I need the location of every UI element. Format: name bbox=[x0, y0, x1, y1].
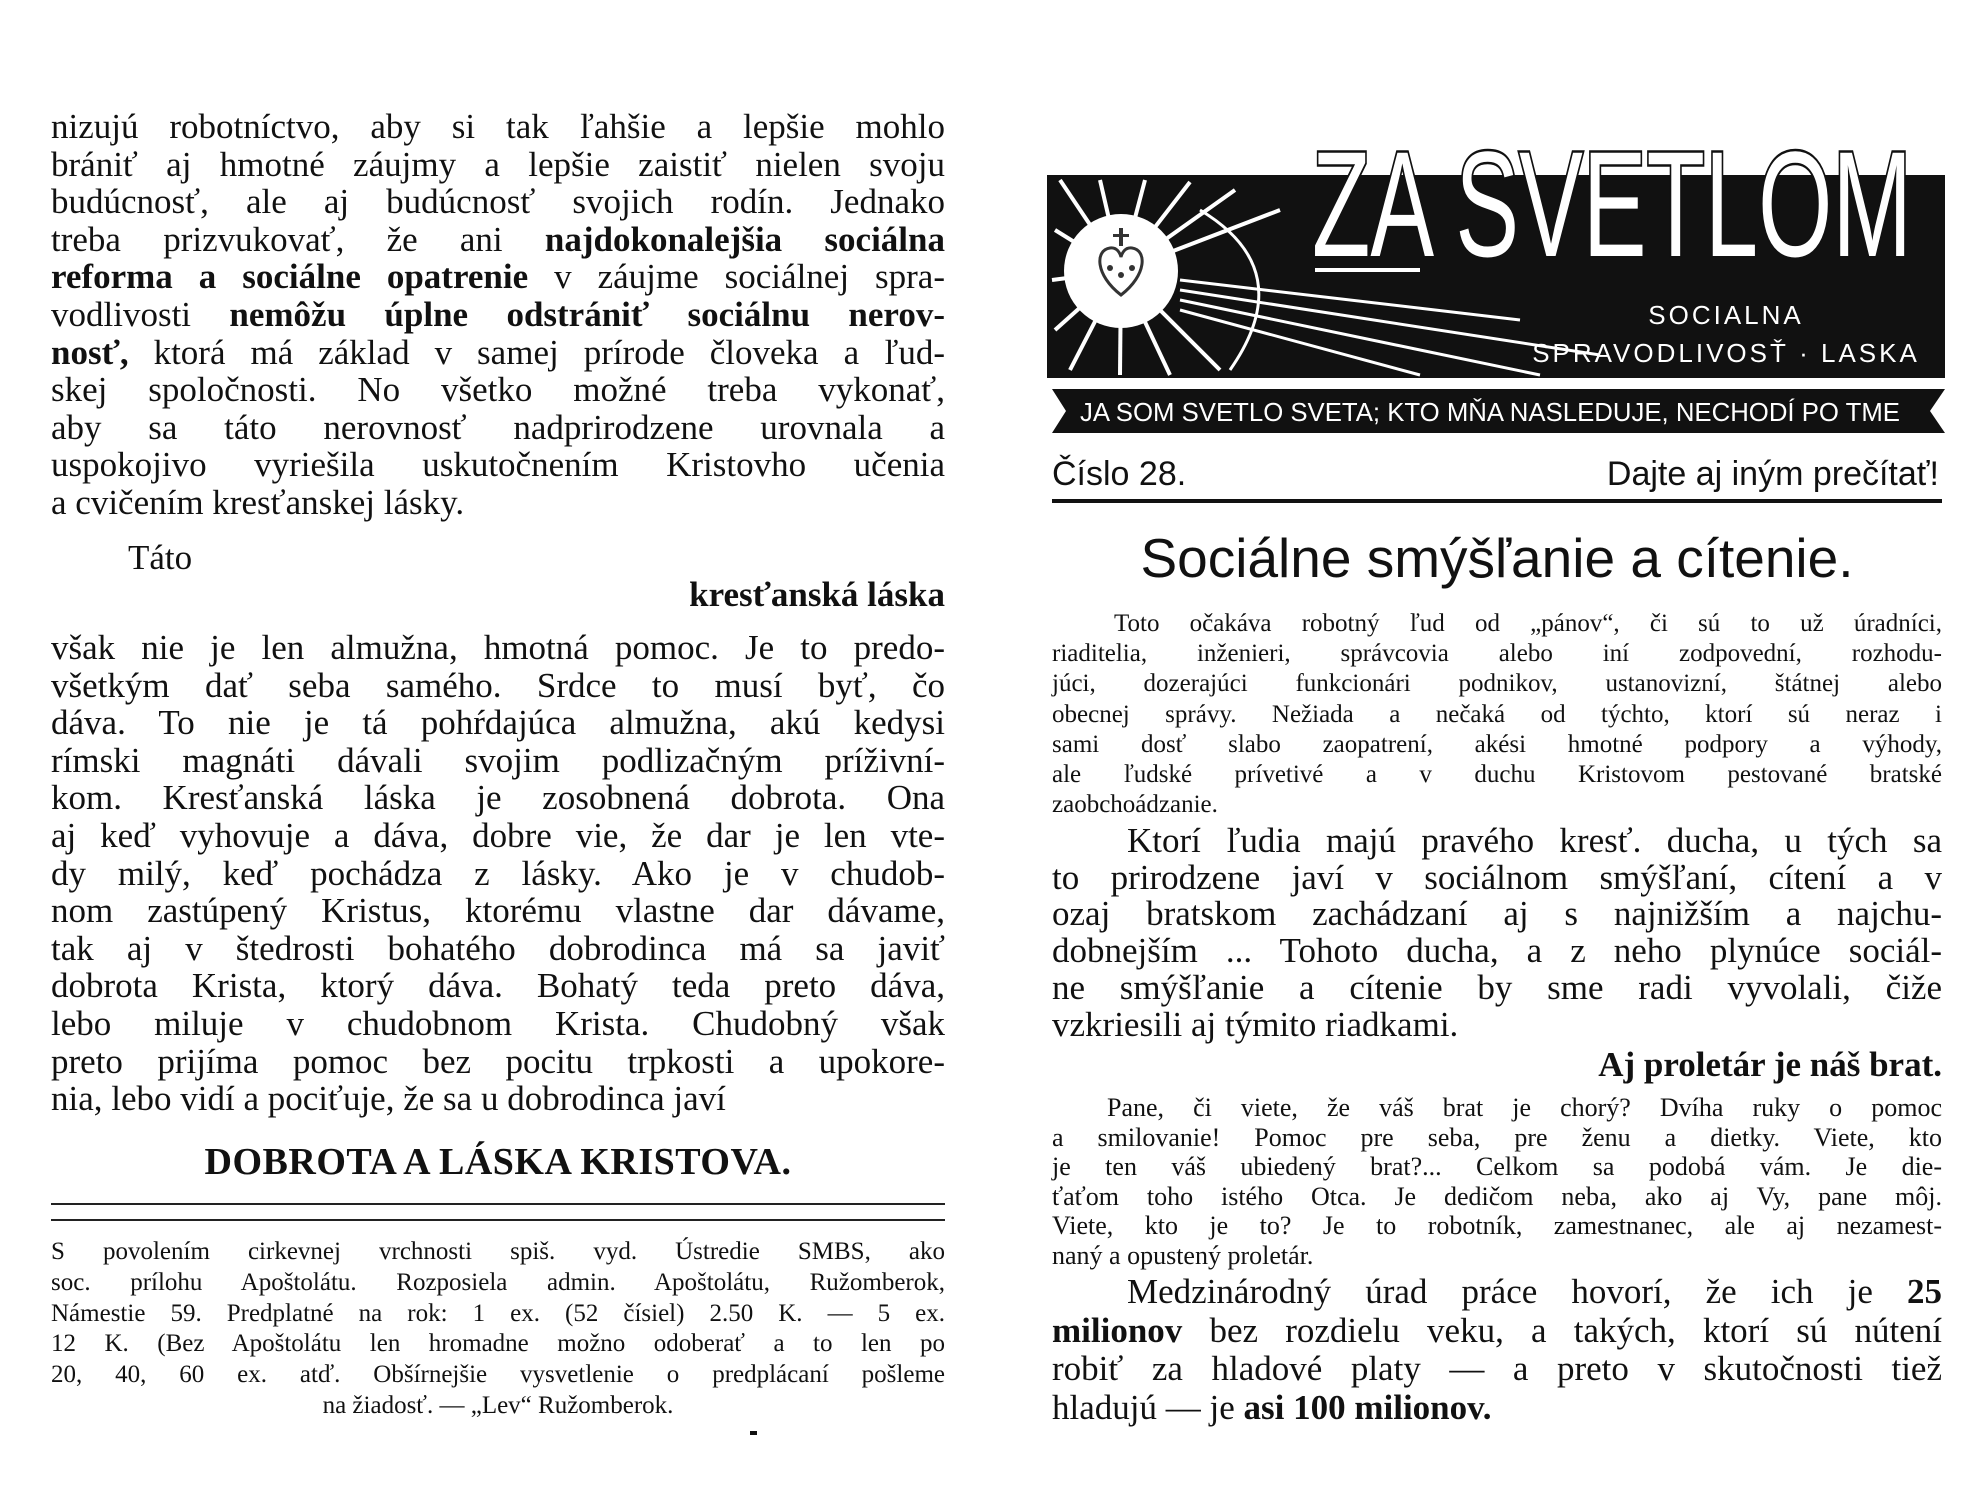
text-line bbox=[51, 146, 945, 184]
text-line bbox=[51, 930, 945, 968]
text-run: dobrota Krista, ktorý dáva. Bohatý teda preto dáva, bbox=[51, 966, 945, 1006]
text-line bbox=[1052, 700, 1942, 730]
divider-rule-bottom bbox=[51, 1219, 945, 1221]
text-run: preto prijíma pomoc bez pocitu trpkosti a upokore- bbox=[51, 1041, 945, 1081]
text-line bbox=[1052, 1389, 1942, 1428]
text-line bbox=[51, 371, 945, 409]
text-line bbox=[51, 667, 945, 705]
masthead-logo bbox=[1040, 120, 1950, 440]
left-paragraph-2 bbox=[51, 629, 945, 1118]
text-line bbox=[1052, 609, 1942, 639]
text-run: júci, dozerajúci funkcionári podnikov, ustanovizní, štátnej alebo bbox=[1052, 670, 1942, 698]
text-line bbox=[1052, 1241, 1942, 1271]
text-run: robiť za hladové platy — a preto v skutočnosti tiež bbox=[1052, 1349, 1942, 1388]
masthead-title: ZA SVETLOM bbox=[1312, 120, 1912, 288]
text-run: Pane, či viete, že váš brat je chorý? Dvíha ruky o pomoc bbox=[1107, 1093, 1942, 1122]
text-line bbox=[51, 1268, 945, 1299]
bold-text: nemôžu úplne odstrániť sociálnu nerov- bbox=[229, 294, 945, 334]
text-line bbox=[51, 1360, 945, 1391]
divider-rule-top bbox=[51, 1203, 945, 1205]
text-run: dáva. To nie je tá pohŕdajúca almužna, akú kedysi bbox=[51, 703, 945, 743]
text-run: bez rozdielu veku, a takých, ktorí sú nútení bbox=[1182, 1310, 1942, 1350]
text-run: aj keď vyhovuje a dáva, dobre vie, že dar je len vte- bbox=[51, 815, 945, 855]
text-run: tak aj v štedrosti bohatého dobrodinca má sa javiť bbox=[51, 928, 945, 968]
text-line bbox=[51, 779, 945, 817]
text-run: ale ľudské prívetivé a v duchu Kristovom pestované bratské bbox=[1052, 761, 1942, 789]
text-run: Toto očakáva robotný ľud od „pánov“, či sú to už úradníci, bbox=[1114, 610, 1942, 637]
text-run: budúcnosť, ale aj budúcnosť svojich rodín. Jednako bbox=[51, 182, 945, 222]
bold-text: najdokonalejšia sociálna bbox=[544, 219, 945, 259]
text-run: zaobchoádzanie. bbox=[1052, 791, 1218, 819]
text-run: a smilovanie! Pomoc pre seba, pre ženu a dietky. Viete, kto bbox=[1052, 1122, 1942, 1152]
text-line bbox=[51, 108, 945, 146]
text-line bbox=[51, 742, 945, 780]
text-run: treba prizvukovať, že ani bbox=[51, 219, 545, 259]
text-run: je ten váš ubiedený brat?... Celkom sa podobá vám. Je die- bbox=[1052, 1152, 1942, 1182]
text-line bbox=[51, 1005, 945, 1043]
text-line bbox=[51, 1299, 945, 1330]
text-line bbox=[51, 1080, 945, 1118]
text-run: 20, 40, 60 ex. atď. Obšírnejšie vysvetlenie o predplácaní pošleme bbox=[51, 1361, 945, 1389]
text-line bbox=[1052, 790, 1942, 820]
text-line bbox=[1052, 823, 1942, 860]
text-line bbox=[51, 446, 945, 484]
text-run: naný a opustený proletár. bbox=[1052, 1240, 1314, 1270]
text-run: ktorá má základ v samej prírode človeka a ľud- bbox=[128, 332, 945, 372]
masthead-subtitle-2: SPRAVODLIVOSŤ · LASKA bbox=[1532, 338, 1920, 368]
inline-subheading: kresťanská láska bbox=[689, 575, 945, 614]
text-line bbox=[51, 334, 945, 372]
text-run: ťaťom toho istého Otca. Je dedičom neba, ako aj Vy, pane môj. bbox=[1052, 1181, 1942, 1211]
right-paragraph-2 bbox=[1052, 823, 1942, 1043]
text-run: Medzinárodný úrad práce hovorí, že ich je bbox=[1127, 1272, 1907, 1311]
text-run: Viete, kto je to? Je to robotník, zamestnanec, ale aj nezamest- bbox=[1052, 1211, 1942, 1241]
text-run: a cvičením kresťanskej lásky. bbox=[51, 482, 465, 522]
motto-text: JA SOM SVETLO SVETA; KTO MŇA NASLEDUJE, NECHODÍ PO TME bbox=[1080, 397, 1900, 427]
text-run: rímski magnáti dávali svojim podlizačným príživní- bbox=[51, 740, 945, 780]
text-line bbox=[1052, 896, 1942, 933]
text-run: uspokojivo vyriešila uskutočnením Kristovho učenia bbox=[51, 445, 945, 485]
bold-text: 25 bbox=[1907, 1272, 1942, 1311]
ink-mark bbox=[750, 1431, 757, 1435]
masthead-rule bbox=[1052, 499, 1942, 503]
text-run: dobnejším ... Tohoto ducha, a z neho plynúce sociál- bbox=[1052, 931, 1942, 971]
text-line bbox=[1052, 1273, 1942, 1312]
share-slogan: Dajte aj iným prečítať! bbox=[1606, 455, 1939, 493]
text-run: nizujú robotníctvo, aby si tak ľahšie a lepšie mohlo bbox=[51, 107, 945, 146]
text-line bbox=[1052, 1004, 1942, 1044]
text-run: však nie je len almužna, hmotná pomoc. Je to predo- bbox=[51, 628, 945, 667]
text-line bbox=[51, 258, 945, 296]
text-line bbox=[51, 1329, 945, 1360]
text-run: to prirodzene javí v sociálnom smýšľaní, cítení a v bbox=[1052, 857, 1942, 897]
right-paragraph-4 bbox=[1052, 1273, 1942, 1427]
bold-text: asi 100 milionov. bbox=[1243, 1387, 1492, 1427]
left-paragraph-1 bbox=[51, 108, 945, 522]
text-line bbox=[51, 484, 945, 522]
text-run: vzkriesili aj týmito riadkami. bbox=[1052, 1004, 1459, 1044]
text-line bbox=[1052, 1350, 1942, 1389]
bold-text: nosť, bbox=[51, 332, 129, 372]
text-line bbox=[1052, 967, 1942, 1007]
text-run: dy milý, keď pochádza z lásky. Ako je v chudob- bbox=[51, 853, 945, 893]
text-line bbox=[51, 1391, 945, 1422]
text-line bbox=[1052, 1182, 1942, 1212]
closing-heading: DOBROTA A LÁSKA KRISTOVA. bbox=[204, 1141, 792, 1183]
text-run: sami dosť slabo zaopatrení, akési hmotné podpory a výhody, bbox=[1052, 730, 1942, 758]
text-run: lebo miluje v chudobnom Krista. Chudobný však bbox=[51, 1003, 945, 1043]
text-line bbox=[1052, 857, 1942, 897]
text-line bbox=[51, 892, 945, 930]
issue-number: Číslo 28. bbox=[1052, 455, 1187, 493]
publication-imprint bbox=[51, 1237, 945, 1422]
bold-text: reforma a sociálne opatrenie bbox=[51, 257, 529, 297]
text-line bbox=[51, 1237, 945, 1268]
text-line bbox=[1052, 730, 1942, 760]
text-run: 12 K. (Bez Apoštolátu len hromadne možno odoberať a to len po bbox=[51, 1330, 945, 1358]
text-run: ne smýšľanie a cítenie by sme radi vyvolali, čiže bbox=[1052, 967, 1942, 1007]
text-line bbox=[51, 855, 945, 893]
right-paragraph-1 bbox=[1052, 609, 1942, 820]
text-line bbox=[51, 1043, 945, 1081]
text-line bbox=[51, 704, 945, 742]
text-line bbox=[1052, 1152, 1942, 1182]
text-run: brániť aj hmotné záujmy a lepšie zaistiť nielen svoju bbox=[51, 144, 945, 184]
text-run: aby sa táto nerovnosť nadprirodzene urovnala a bbox=[51, 407, 945, 447]
text-line bbox=[51, 221, 945, 259]
text-line bbox=[1052, 760, 1942, 790]
right-paragraph-3 bbox=[1052, 1093, 1942, 1271]
text-line bbox=[51, 967, 945, 1005]
text-run: S povolením cirkevnej vrchnosti spiš. vyd. Ústredie SMBS, ako bbox=[51, 1238, 945, 1265]
text-run: soc. prílohu Apoštolátu. Rozposiela admin. Apoštolátu, Ružomberok, bbox=[51, 1268, 945, 1296]
text-run: nia, lebo vidí a pociťuje, že sa u dobrodinca javí bbox=[51, 1079, 726, 1119]
text-run: vodlivosti bbox=[51, 294, 230, 334]
section-subheading: Aj proletár je náš brat. bbox=[1598, 1045, 1942, 1084]
text-run: všetkým dať seba samého. Srdce to musí byť, čo bbox=[51, 665, 945, 705]
text-line bbox=[51, 296, 945, 334]
text-run: na žiadosť. — „Lev“ Ružomberok. bbox=[322, 1391, 674, 1419]
text-run: skej spoločnosti. No všetko možné treba vykonať, bbox=[51, 370, 945, 410]
text-line bbox=[1052, 1093, 1942, 1123]
text-run: ozaj bratskom zachádzaní aj s najnižším a najchu- bbox=[1052, 894, 1942, 934]
text-run: obecnej správy. Nežiada a nečaká od týchto, ktorí sú neraz i bbox=[1052, 700, 1942, 728]
text-line bbox=[1052, 1123, 1942, 1153]
text-run: riaditelia, inženieri, správcovia alebo iní zodpovední, rozhodu- bbox=[1052, 640, 1942, 668]
text-line bbox=[1052, 669, 1942, 699]
article-headline: Sociálne smýšľanie a cítenie. bbox=[1140, 527, 1854, 589]
text-run: Námestie 59. Predplatné na rok: 1 ex. (52 čísiel) 2.50 K. — 5 ex. bbox=[51, 1299, 945, 1327]
text-line bbox=[1052, 1211, 1942, 1241]
text-line bbox=[51, 409, 945, 447]
text-run: hladujú — je bbox=[1052, 1387, 1244, 1427]
bold-text: milionov bbox=[1052, 1310, 1183, 1350]
text-run: Ktorí ľudia majú pravého kresť. ducha, u tých sa bbox=[1127, 821, 1942, 860]
text-line bbox=[51, 817, 945, 855]
text-line bbox=[1052, 1312, 1942, 1351]
text-line bbox=[51, 629, 945, 667]
text-line bbox=[1052, 639, 1942, 669]
text-run: nom zastúpený Kristus, ktorému vlastne dar dávame, bbox=[51, 891, 945, 931]
text-run: v záujme sociálnej spra- bbox=[528, 257, 946, 297]
masthead-subtitle-1: SOCIALNA bbox=[1648, 300, 1804, 330]
text-line bbox=[51, 183, 945, 221]
text-line bbox=[1052, 933, 1942, 970]
paragraph-lead-word: Táto bbox=[128, 538, 193, 577]
text-run: kom. Kresťanská láska je zosobnená dobrota. Ona bbox=[51, 778, 945, 818]
